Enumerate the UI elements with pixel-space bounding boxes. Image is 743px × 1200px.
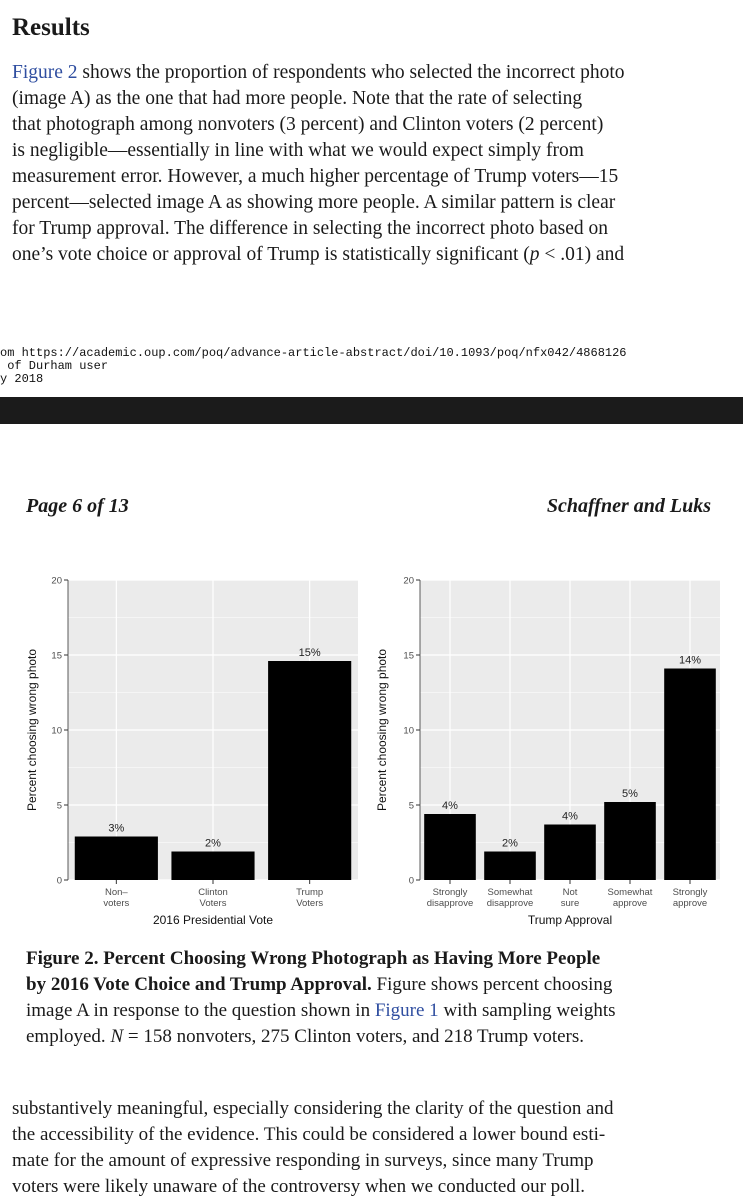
x-tick-label: Trump: [296, 887, 324, 898]
x-tick-label: approve: [672, 898, 708, 909]
page-number: Page 6 of 13: [26, 495, 129, 517]
y-axis-title: Percent choosing wrong photo: [375, 648, 389, 812]
caption-line-3: [26, 998, 716, 1024]
para-line-3: that photograph among nonvoters (3 percent) and Clinton voters (2 percent): [12, 114, 604, 135]
bar-value-label: 2%: [502, 837, 518, 850]
y-tick-label: 15: [51, 650, 62, 662]
y-tick-label: 10: [51, 725, 62, 737]
figure-1-link[interactable]: Figure 1: [374, 1000, 439, 1021]
bar-value-label: 4%: [442, 800, 458, 812]
bar-value-label: 3%: [108, 822, 125, 835]
bar-value-label: 2%: [205, 837, 221, 850]
caption-line-3-post: with sampling weights: [438, 1000, 616, 1021]
x-tick-label: Somewhat: [607, 887, 653, 898]
caption-line-4-post: = 158 nonvoters, 275 Clinton voters, and 218 Trump voters.: [123, 1026, 585, 1047]
chart-trump-approval: [375, 570, 730, 930]
para-line-6: percent—selected image A as showing more people. A similar pattern is clear: [12, 192, 616, 213]
y-tick-label: 0: [408, 875, 414, 887]
download-note: [0, 347, 627, 386]
caption-line-2-text: Figure shows percent choosing: [371, 974, 613, 995]
caption-line-4-pre: employed.: [26, 1026, 111, 1047]
para-line-1: [12, 60, 732, 86]
para-line-5: measurement error. However, a much higher percentage of Trump voters—15: [12, 166, 619, 187]
figure-2-link[interactable]: Figure 2: [12, 62, 78, 83]
bar: [171, 852, 254, 881]
y-tick-label: 5: [408, 800, 414, 812]
running-head-authors: Schaffner and Luks: [546, 495, 711, 517]
cont-line-4: voters were likely unaware of the controversy when we conducted our poll.: [12, 1176, 585, 1197]
x-tick-label: approve: [612, 898, 648, 909]
bar: [75, 837, 158, 881]
caption-line-4: [26, 1024, 716, 1050]
y-tick-label: 20: [403, 575, 414, 587]
x-tick-label: voters: [103, 898, 130, 909]
download-date: y 2018: [0, 372, 44, 386]
x-tick-label: disapprove: [426, 898, 474, 909]
para-line-2: (image A) as the one that had more people. Note that the rate of selecting: [12, 88, 583, 109]
para-line-1-text: shows the proportion of respondents who selected the incorrect photo: [77, 62, 625, 83]
bar: [664, 669, 716, 881]
para-line-8-post: < .01) and: [539, 244, 625, 265]
x-tick-label: Strongly: [432, 887, 468, 898]
y-tick-label: 0: [56, 875, 62, 887]
caption-title-2: by 2016 Vote Choice and Trump Approval.: [26, 974, 372, 995]
p-value-symbol: p: [529, 244, 540, 265]
x-tick-label: Non–: [104, 887, 128, 898]
bar: [484, 852, 536, 881]
section-heading: Results: [12, 14, 90, 41]
results-paragraph: [12, 60, 732, 268]
caption-title-1: Figure 2. Percent Choosing Wrong Photograph as Having More People: [26, 948, 601, 969]
x-tick-label: Not: [562, 887, 578, 898]
caption-line-2: [26, 972, 716, 998]
bar: [544, 825, 596, 881]
cont-line-1: substantively meaningful, especially considering the clarity of the question and: [12, 1098, 614, 1119]
x-tick-label: Somewhat: [487, 887, 533, 898]
chart-vote-choice-svg: [20, 570, 365, 930]
para-line-8-pre: one’s vote choice or approval of Trump is statistically significant (: [12, 244, 530, 265]
cont-line-3: mate for the amount of expressive responding in surveys, since many Trump: [12, 1150, 594, 1171]
bar-value-label: 14%: [678, 654, 702, 667]
x-tick-label: Voters: [199, 898, 227, 909]
x-tick-label: Strongly: [672, 887, 708, 898]
y-tick-label: 10: [403, 725, 414, 737]
x-tick-label: sure: [560, 898, 580, 909]
para-line-7: for Trump approval. The difference in selecting the incorrect photo based on: [12, 218, 609, 239]
download-url: om https://academic.oup.com/poq/advance-article-abstract/doi/10.1093/poq/nfx042/4868126: [0, 346, 627, 360]
y-tick-label: 15: [403, 650, 414, 662]
para-line-4: is negligible—essentially in line with what we would expect simply from: [12, 140, 584, 161]
figure-caption: [26, 946, 716, 1050]
caption-line-3-pre: image A in response to the question shown in: [26, 1000, 375, 1021]
download-user: of Durham user: [0, 359, 109, 373]
page-break-bar: [0, 397, 743, 424]
x-axis-title: 2016 Presidential Vote: [152, 913, 274, 927]
y-tick-label: 20: [51, 575, 62, 587]
cont-line-2: the accessibility of the evidence. This could be considered a lower bound esti-: [12, 1124, 606, 1145]
chart-vote-choice: [20, 570, 365, 930]
bar: [268, 661, 351, 880]
bar: [604, 802, 656, 880]
x-tick-label: Voters: [296, 898, 324, 909]
bar: [424, 814, 476, 880]
bar-value-label: 5%: [622, 788, 638, 800]
x-axis-title: Trump Approval: [527, 913, 613, 927]
para-line-8: [12, 242, 732, 268]
chart-trump-approval-svg: [375, 570, 730, 930]
bar-value-label: 4%: [562, 810, 578, 823]
caption-line-1: [26, 946, 716, 972]
continuation-paragraph: [12, 1096, 732, 1200]
bar-value-label: 15%: [298, 647, 321, 659]
n-symbol: N: [110, 1026, 124, 1047]
y-tick-label: 5: [56, 800, 62, 812]
y-axis-title: Percent choosing wrong photo: [25, 648, 39, 812]
x-tick-label: disapprove: [486, 898, 534, 909]
x-tick-label: Clinton: [198, 887, 228, 898]
